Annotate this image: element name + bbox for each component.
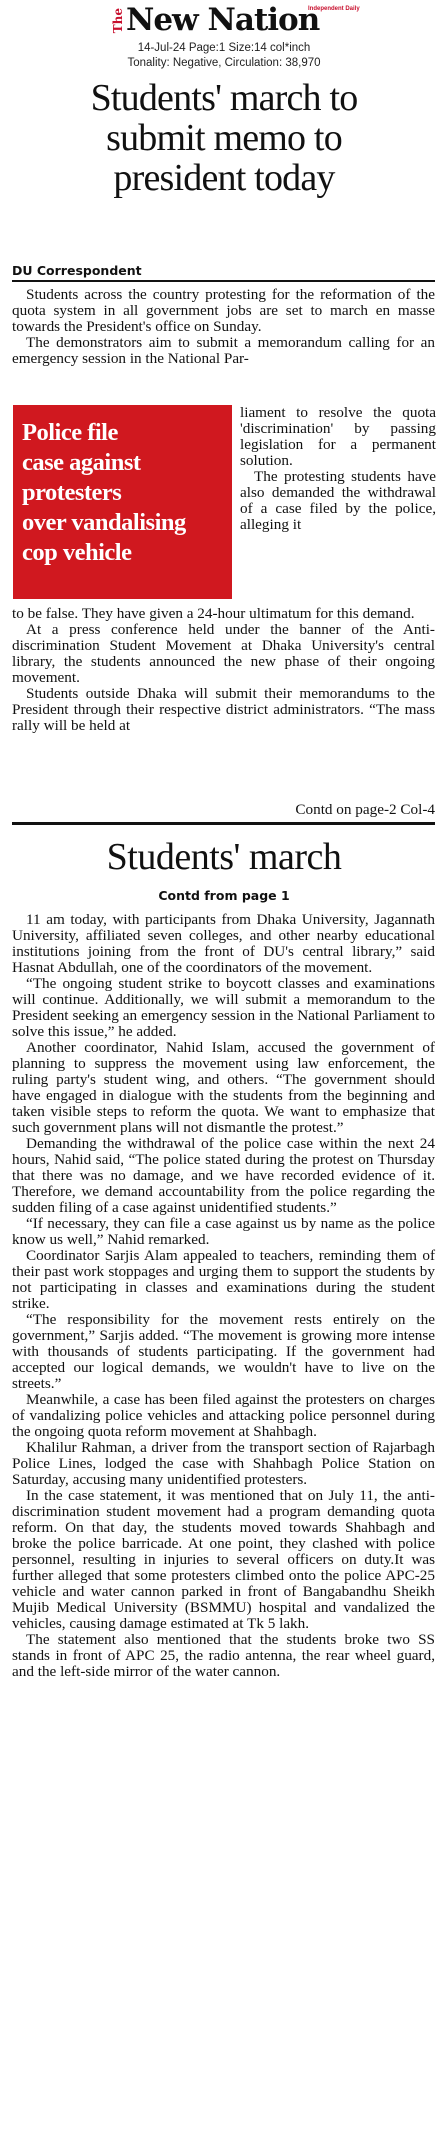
paragraph: The statement also mentioned that the students broke two SS stands in front of APC 25, the radio antenna, the rear wheel guard, and the left-side mirror of the water cannon. xyxy=(12,1631,435,1680)
paragraph: to be false. They have given a 24-hour ultimatum for this demand. xyxy=(12,605,415,622)
paragraph: “The ongoing student strike to boycott classes and examinations will continue. Additionally, we will submit a memorandum to the President seeking an emergency session in the National Parliament to solve this issue,” he added. xyxy=(12,975,435,1040)
headline-line: president today xyxy=(113,157,335,199)
masthead xyxy=(0,0,448,82)
main-headline xyxy=(0,78,448,198)
continued-note: Contd on page-2 Col-4 xyxy=(295,801,435,818)
headline-line: submit memo to xyxy=(106,117,342,159)
paragraph: Meanwhile, a case has been filed against the protesters on charges of vandalizing police vehicles and attacking police personnel during the ongoing quota reform movement at Shahbagh. xyxy=(12,1391,435,1440)
logo-name: New Nation xyxy=(126,2,320,38)
paragraph: Students across the country protesting for the reformation of the quota system in all government jobs are set to march en masse towards the President's office on Sunday. xyxy=(12,286,435,335)
paragraph: liament to resolve the quota 'discrimination' by passing legislation for a permanent solution. xyxy=(240,404,436,469)
paragraph: Demanding the withdrawal of the police case within the next 24 hours, Nahid said, “The police stated during the protest on Thursday that there was no damage, and we have recorded evidence of it. Therefore, we demand accountability from the police regarding the sudden filing of a case against unidentified students.” xyxy=(12,1135,435,1216)
paragraph: Students outside Dhaka will submit their memorandums to the President through their respective district administrators. “The mass rally will be held at xyxy=(12,685,435,734)
article-body-top xyxy=(12,287,435,367)
paragraph: The protesting students have also demanded the withdrawal of a case filed by the police, alleging it xyxy=(240,468,436,533)
continuation-headline: Students' march xyxy=(106,836,342,878)
paragraph: “The responsibility for the movement rests entirely on the government,” Sarjis added. “The movement is growing more intense with thousands of students participating. If the government had accepted our logical demands, we wouldn't have to live on the streets.” xyxy=(12,1311,435,1392)
article-body-bottom xyxy=(12,606,435,734)
inset-headline xyxy=(22,418,232,568)
inset-line: case against xyxy=(22,449,141,476)
inset-line: cop vehicle xyxy=(22,539,132,566)
headline-line: Students' march to xyxy=(90,77,358,119)
paragraph: Coordinator Sarjis Alam appealed to teachers, reminding them of their past work stoppages and urging them to support the students by not participating in classes and examinations during the student strike. xyxy=(12,1247,435,1312)
newspaper-logo xyxy=(112,2,319,42)
paragraph: 11 am today, with participants from Dhaka University, Jagannath University, affiliated seven colleges, and other nearby educational institutions joining from the front of DU's central library,” said Hasnat Abdullah, one of the coordinators of the movement. xyxy=(12,911,435,976)
inset-line: Police file xyxy=(22,419,118,446)
paragraph: Khalilur Rahman, a driver from the transport section of Rajarbagh Police Lines, lodged the case with Shahbagh Police Station on Saturday, accusing many unidentified protesters. xyxy=(12,1439,435,1488)
logo-tagline: Independent Daily xyxy=(308,6,360,12)
inset-line: protesters xyxy=(22,479,122,506)
clipping-meta-tonality: Tonality: Negative, Circulation: 38,970 xyxy=(127,57,321,69)
paragraph: Another coordinator, Nahid Islam, accused the government of planning to suppress the movement using law enforcement, the ruling party's student wing, and others. “The government should have engaged in dialogue with the students from the beginning and taken visible steps to reform the quota. We want to emphasize that such government plans will not dismantle the protest.” xyxy=(12,1039,435,1136)
paragraph: In the case statement, it was mentioned that on July 11, the anti-discrimination student movement had a program demanding quota reform. On that day, the students moved towards Shahbagh and broke the police barricade. At one point, they clashed with police personnel, resulting in injuries to several officers on duty.It was further alleged that some protesters climbed onto the police APC-25 vehicle and water cannon parked in front of Bangabandhu Sheikh Mujib Medical University (BSMMU) hospital and vandalized the vehicles, causing damage estimated at Tk 5 lakh. xyxy=(12,1487,435,1632)
byline: DU Correspondent xyxy=(12,263,435,282)
inset-line: over vandalising xyxy=(22,509,186,536)
paragraph: The demonstrators aim to submit a memorandum calling for an emergency session in the National Par- xyxy=(12,334,435,367)
logo-the: The xyxy=(111,8,125,34)
paragraph: “If necessary, they can file a case against us by name as the police know us well,” Nahid remarked. xyxy=(12,1215,435,1248)
clipping-meta-date: 14-Jul-24 Page:1 Size:14 col*inch xyxy=(137,42,311,54)
article-body-narrow xyxy=(240,405,436,533)
section-divider xyxy=(12,822,435,825)
paragraph: At a press conference held under the banner of the Anti-discrimination Student Movement at Dhaka University's central library, the students announced the new phase of their ongoing movement. xyxy=(12,621,435,686)
continued-from-note: Contd from page 1 xyxy=(158,888,290,903)
continuation-body xyxy=(12,912,435,1680)
